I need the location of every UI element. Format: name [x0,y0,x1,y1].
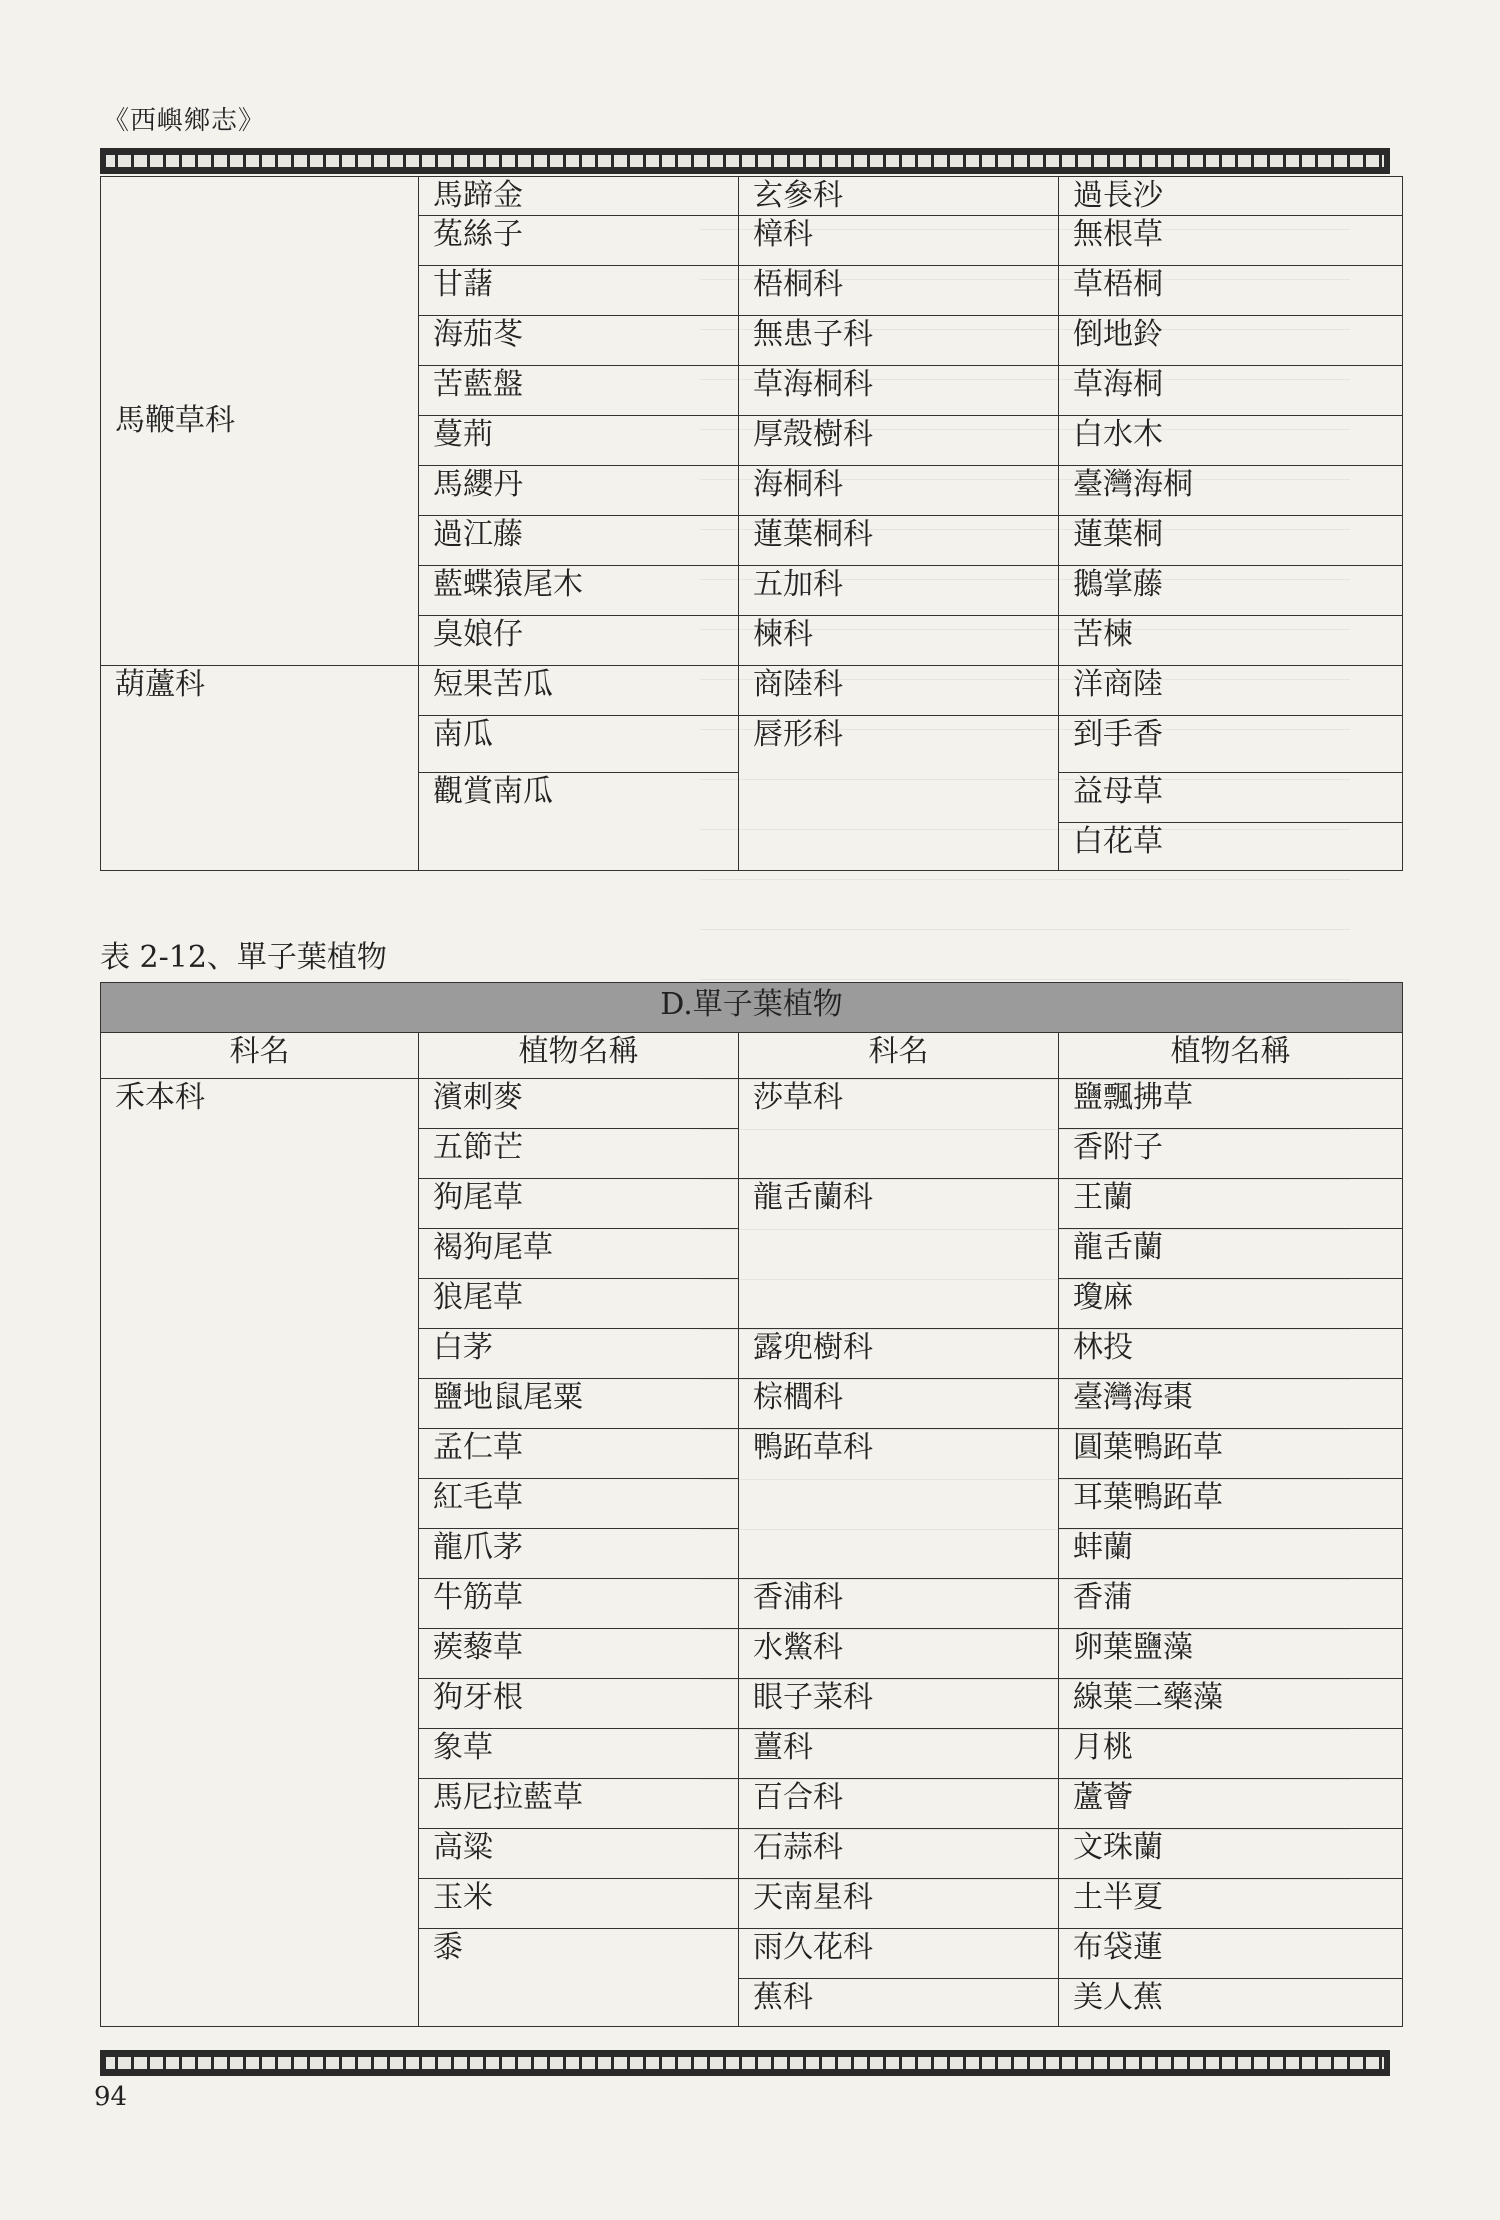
column-header-plant-name: 植物名稱 [1059,1033,1403,1079]
plant-name-cell: 蚌蘭 [1059,1529,1403,1579]
family-cell: 莎草科 [739,1079,1059,1179]
plant-name-cell: 香附子 [1059,1129,1403,1179]
family-cell: 五加科 [739,566,1059,616]
decorative-border-bottom [100,2050,1390,2076]
column-header-family: 科名 [739,1033,1059,1079]
plant-name-cell: 藍蝶猿尾木 [419,566,739,616]
plant-name-cell: 狗牙根 [419,1679,739,1729]
plant-name-cell: 褐狗尾草 [419,1229,739,1279]
family-cell: 梧桐科 [739,266,1059,316]
plant-name-cell: 蘆薈 [1059,1779,1403,1829]
family-cell: 唇形科 [739,716,1059,871]
plant-name-cell: 過長沙 [1059,177,1403,216]
column-header-family: 科名 [101,1033,419,1079]
plant-name-cell: 臭娘仔 [419,616,739,666]
plant-name-cell: 倒地鈴 [1059,316,1403,366]
family-cell: 鴨跖草科 [739,1429,1059,1579]
family-cell: 露兜樹科 [739,1329,1059,1379]
family-cell: 海桐科 [739,466,1059,516]
decorative-border-top [100,148,1390,174]
plant-name-cell: 美人蕉 [1059,1979,1403,2027]
plant-name-cell: 蔓荊 [419,416,739,466]
plant-name-cell: 白茅 [419,1329,739,1379]
plant-name-cell: 耳葉鴨跖草 [1059,1479,1403,1529]
family-cell: 玄參科 [739,177,1059,216]
plant-name-cell: 海茄苳 [419,316,739,366]
plant-name-cell: 短果苦瓜 [419,666,739,716]
plant-name-cell: 蓮葉桐 [1059,516,1403,566]
plant-name-cell: 圓葉鴨跖草 [1059,1429,1403,1479]
plant-name-cell: 土半夏 [1059,1879,1403,1929]
plant-name-cell: 林投 [1059,1329,1403,1379]
family-cell: 楝科 [739,616,1059,666]
family-cell: 商陸科 [739,666,1059,716]
family-cell: 水鱉科 [739,1629,1059,1679]
family-cell: 蓮葉桐科 [739,516,1059,566]
dicot-table-continued [100,176,1403,871]
plant-name-cell: 過江藤 [419,516,739,566]
plant-name-cell: 牛筋草 [419,1579,739,1629]
family-cell: 龍舌蘭科 [739,1179,1059,1329]
plant-name-cell: 文珠蘭 [1059,1829,1403,1879]
plant-name-cell: 黍 [419,1929,739,2027]
plant-name-cell: 馬纓丹 [419,466,739,516]
plant-name-cell: 臺灣海桐 [1059,466,1403,516]
page-number: 94 [94,2082,128,2112]
plant-name-cell: 無根草 [1059,216,1403,266]
family-cell: 葫蘆科 [101,666,419,871]
plant-name-cell: 瓊麻 [1059,1279,1403,1329]
table-banner: D.單子葉植物 [101,983,1403,1033]
plant-name-cell: 白花草 [1059,823,1403,871]
family-cell: 雨久花科 [739,1929,1059,1979]
plant-name-cell: 鹽飄拂草 [1059,1079,1403,1129]
plant-name-cell: 南瓜 [419,716,739,773]
plant-name-cell: 龍舌蘭 [1059,1229,1403,1279]
family-cell: 厚殼樹科 [739,416,1059,466]
plant-name-cell: 益母草 [1059,773,1403,823]
plant-name-cell: 觀賞南瓜 [419,773,739,871]
plant-name-cell: 馬蹄金 [419,177,739,216]
plant-name-cell: 草梧桐 [1059,266,1403,316]
family-cell: 蕉科 [739,1979,1059,2027]
plant-name-cell: 玉米 [419,1879,739,1929]
plant-name-cell: 布袋蓮 [1059,1929,1403,1979]
plant-name-cell: 狗尾草 [419,1179,739,1229]
plant-name-cell: 草海桐 [1059,366,1403,416]
family-cell: 眼子菜科 [739,1679,1059,1729]
family-cell: 草海桐科 [739,366,1059,416]
plant-name-cell: 鵝掌藤 [1059,566,1403,616]
plant-name-cell: 白水木 [1059,416,1403,466]
family-cell: 香浦科 [739,1579,1059,1629]
family-cell: 樟科 [739,216,1059,266]
plant-name-cell: 苦楝 [1059,616,1403,666]
plant-name-cell: 濱刺麥 [419,1079,739,1129]
family-cell: 薑科 [739,1729,1059,1779]
plant-name-cell: 苦藍盤 [419,366,739,416]
family-cell: 棕櫚科 [739,1379,1059,1429]
plant-name-cell: 狼尾草 [419,1279,739,1329]
plant-name-cell: 臺灣海棗 [1059,1379,1403,1429]
monocot-table [100,982,1403,2027]
plant-name-cell: 卵葉鹽藻 [1059,1629,1403,1679]
plant-name-cell: 孟仁草 [419,1429,739,1479]
plant-name-cell: 到手香 [1059,716,1403,773]
family-cell: 禾本科 [101,1079,419,2027]
plant-name-cell: 紅毛草 [419,1479,739,1529]
plant-name-cell: 洋商陸 [1059,666,1403,716]
plant-name-cell: 線葉二藥藻 [1059,1679,1403,1729]
plant-name-cell: 馬尼拉藍草 [419,1779,739,1829]
plant-name-cell: 五節芒 [419,1129,739,1179]
plant-name-cell: 王蘭 [1059,1179,1403,1229]
column-header-plant-name: 植物名稱 [419,1033,739,1079]
family-cell: 百合科 [739,1779,1059,1829]
plant-name-cell: 菟絲子 [419,216,739,266]
plant-name-cell: 月桃 [1059,1729,1403,1779]
family-cell: 石蒜科 [739,1829,1059,1879]
plant-name-cell: 甘藷 [419,266,739,316]
family-cell: 無患子科 [739,316,1059,366]
table-caption: 表 2-12、單子葉植物 [100,940,387,975]
plant-name-cell: 香蒲 [1059,1579,1403,1629]
family-cell: 天南星科 [739,1879,1059,1929]
book-title: 《西嶼鄉志》 [103,106,266,136]
plant-name-cell: 鹽地鼠尾粟 [419,1379,739,1429]
plant-name-cell: 蒺藜草 [419,1629,739,1679]
family-cell: 馬鞭草科 [101,177,419,666]
plant-name-cell: 象草 [419,1729,739,1779]
plant-name-cell: 高粱 [419,1829,739,1879]
plant-name-cell: 龍爪茅 [419,1529,739,1579]
